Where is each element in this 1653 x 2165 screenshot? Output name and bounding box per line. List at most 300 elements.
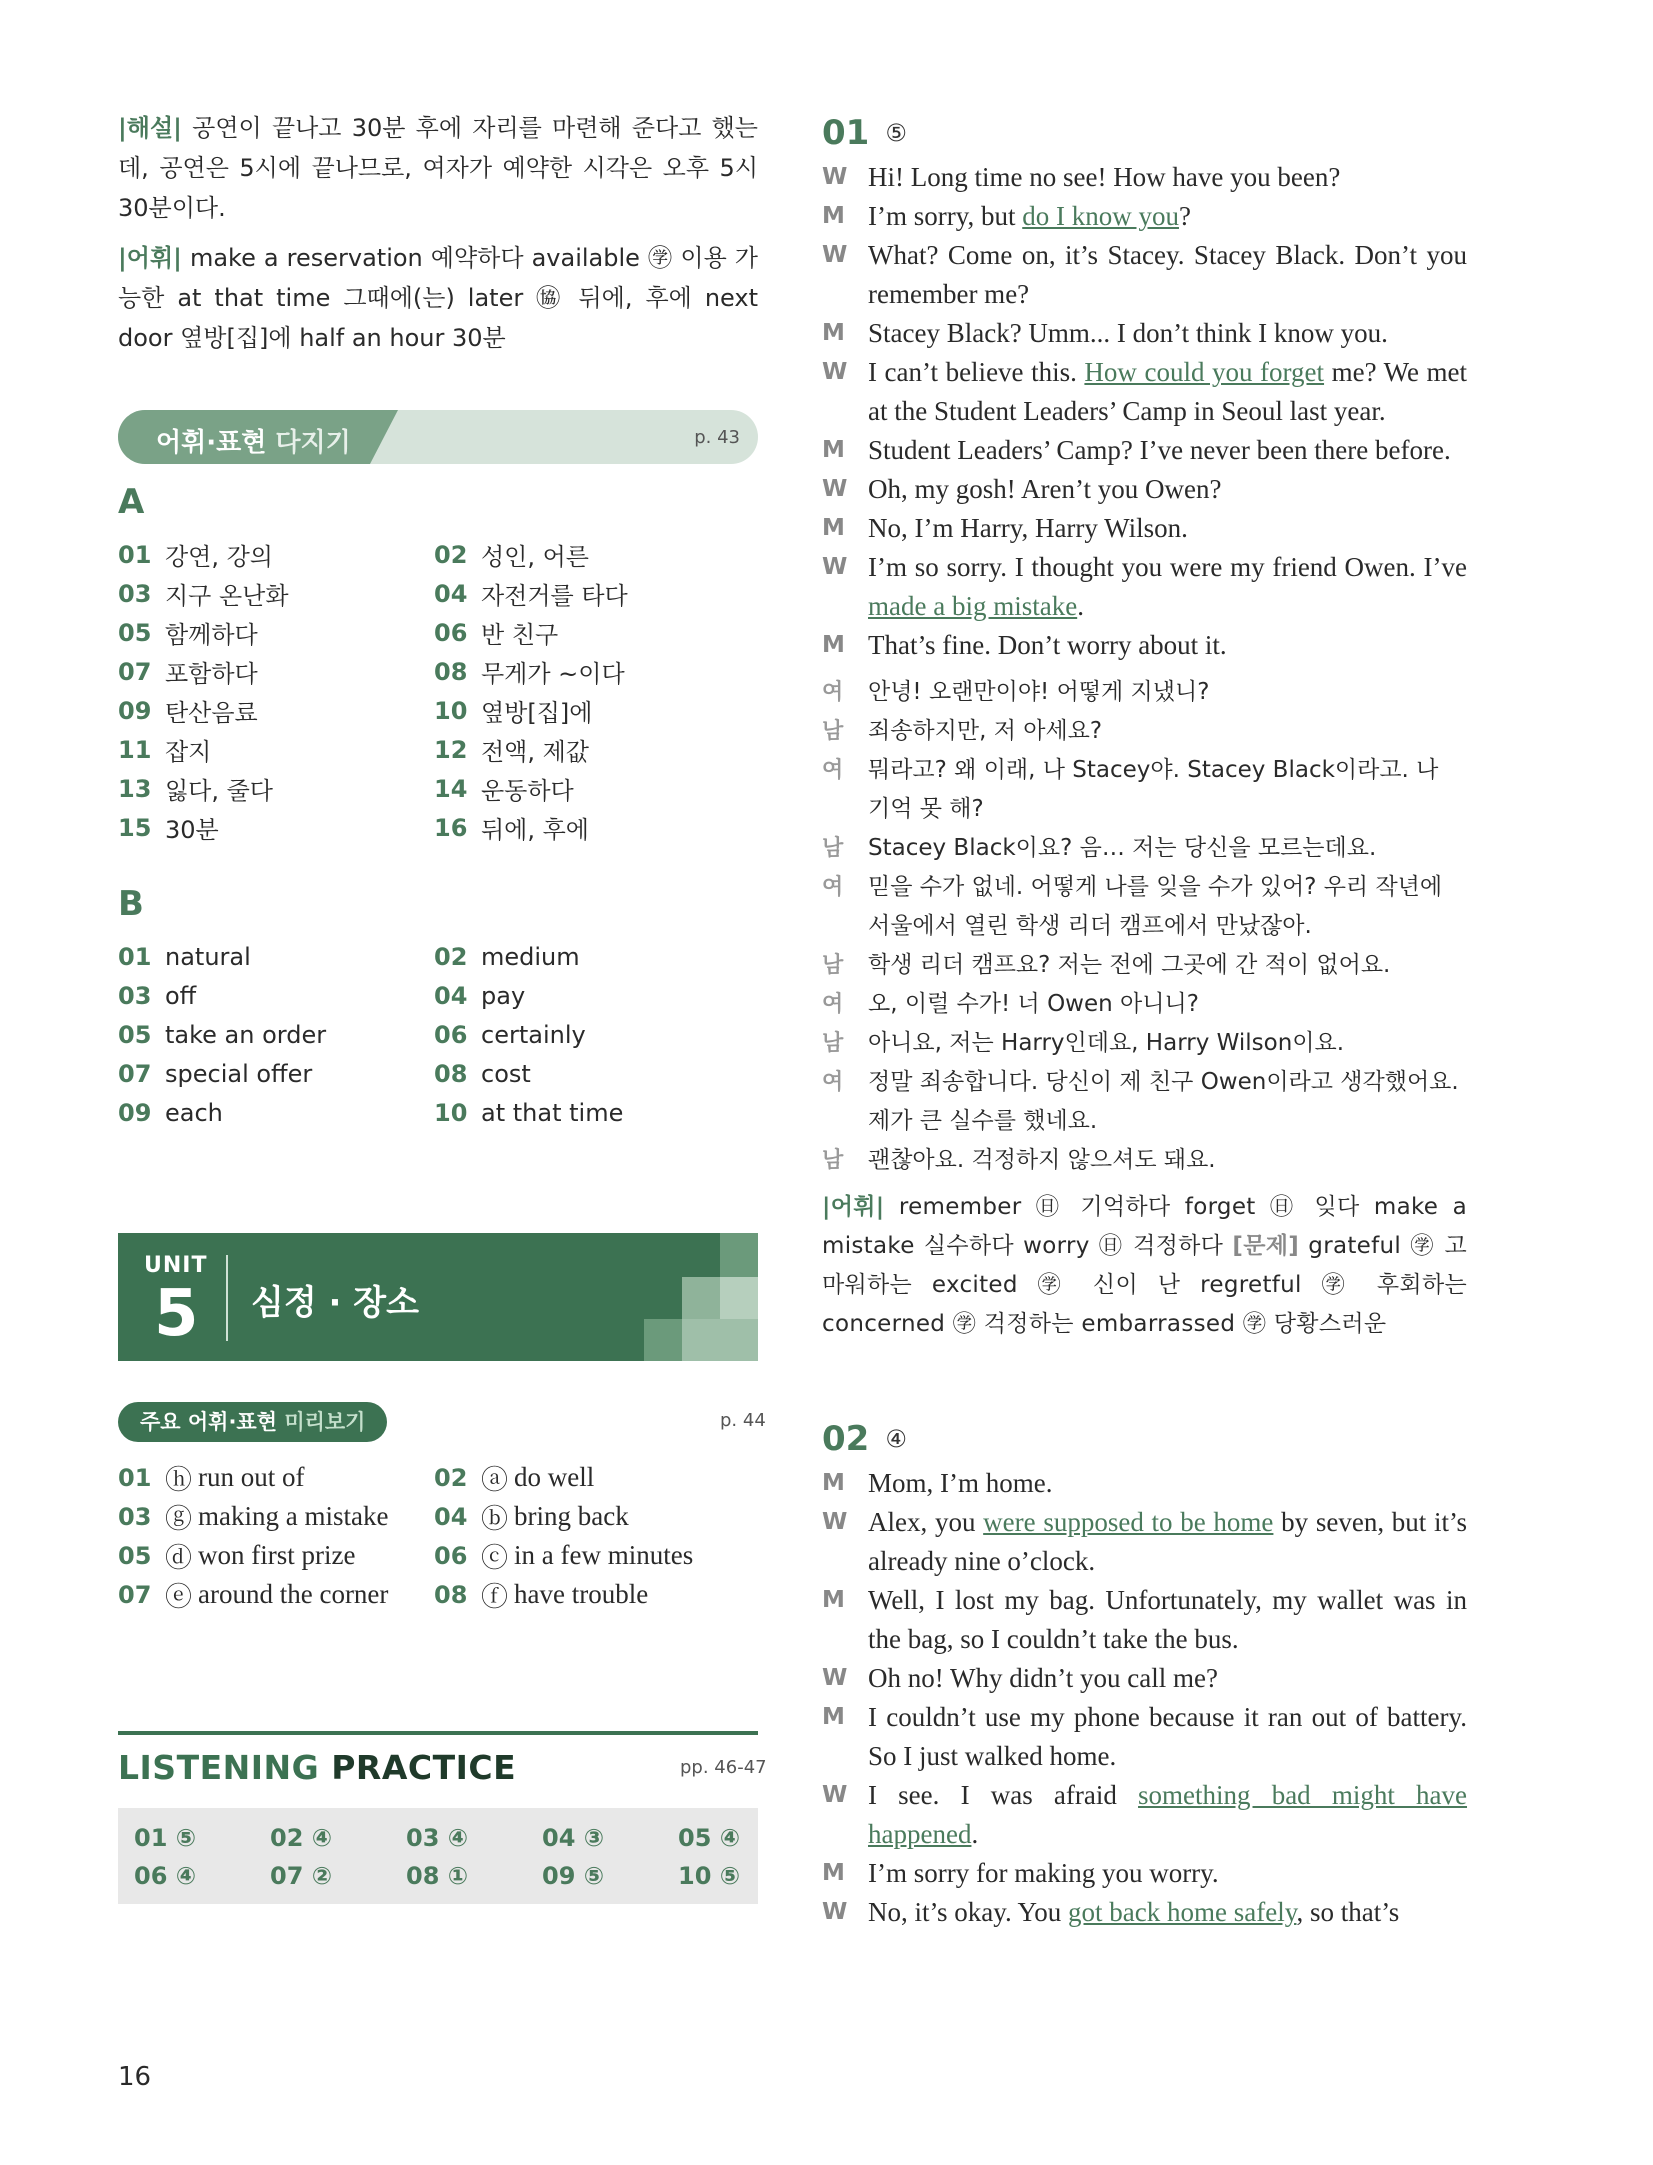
decor-square (720, 1277, 758, 1319)
text-run: Oh no! Why didn’t you call me? (868, 1663, 1218, 1693)
vocab-bracket: [문제] (1232, 1233, 1300, 1259)
dialogue-line (822, 626, 1467, 665)
item-number: 01 (118, 942, 152, 971)
grid-row (118, 1575, 758, 1614)
dialogue-line (822, 314, 1467, 353)
item-number: 10 (434, 1098, 468, 1127)
grid-row (118, 691, 758, 730)
item-number: 13 (118, 774, 152, 803)
item-number: 05 (118, 618, 152, 647)
item-number: 06 (434, 1541, 468, 1570)
grid-row (118, 535, 758, 574)
listening-title (118, 1748, 516, 1787)
answer-item: 07 ② (270, 1862, 333, 1890)
dialogue-line (822, 1893, 1467, 1932)
grid-item (118, 537, 434, 572)
item-text: cost (481, 1059, 531, 1088)
speaker-label: M (822, 1587, 845, 1613)
question-02-header (822, 1414, 1467, 1464)
underlined-phrase: do I know you (1022, 201, 1179, 231)
item-text: off (165, 981, 197, 1010)
explanation-label: |해설| (118, 114, 182, 142)
dialogue-text (868, 431, 1467, 470)
text-run: I see. I was afraid (868, 1780, 1139, 1810)
question-01-translation (822, 673, 1467, 1180)
preview-pill-b: 미리보기 (284, 1410, 366, 1434)
grid-item (434, 576, 750, 611)
speaker-label: 여 (822, 758, 844, 783)
question-number: 02 (822, 1419, 870, 1459)
translation-line (822, 868, 1467, 946)
text-run: No, it’s okay. You (868, 1897, 1069, 1927)
dialogue-line (822, 1776, 1467, 1854)
speaker-label: 여 (822, 875, 844, 900)
item-number: 05 (118, 1541, 152, 1570)
banner-title-a: 어휘·표현 (156, 428, 276, 458)
translation-line (822, 751, 1467, 829)
item-text: 강연, 강의 (165, 543, 273, 571)
question-02-dialogue (822, 1464, 1467, 1932)
answer-item: 04 ③ (542, 1824, 605, 1852)
grid-item (434, 1021, 750, 1049)
grid-item (434, 537, 750, 572)
underlined-phrase: got back home safely (1068, 1897, 1297, 1927)
item-text: in a few minutes (514, 1540, 694, 1570)
unit-title: 심정 · 장소 (251, 1283, 419, 1323)
preview-pill (118, 1402, 387, 1442)
item-number: 04 (434, 579, 468, 608)
item-number: 05 (118, 1020, 152, 1049)
item-text: medium (481, 942, 580, 971)
banner-title (156, 422, 351, 459)
dialogue-text (868, 1503, 1467, 1581)
grid-item (434, 693, 750, 728)
grid-item (118, 732, 434, 767)
speaker-label: W (822, 1899, 848, 1925)
speaker-label: 남 (822, 836, 844, 861)
grid-item (118, 1060, 434, 1088)
translation-line (822, 985, 1467, 1024)
preview-page: p. 44 (720, 1410, 766, 1431)
unit-banner (118, 1233, 758, 1361)
grid-row (118, 808, 758, 847)
vocab-review-banner (118, 410, 758, 464)
listening-answers (118, 1808, 758, 1904)
item-number: 02 (434, 1463, 468, 1492)
item-text: at that time (481, 1098, 624, 1127)
speaker-label: W (822, 554, 848, 580)
speaker-label: 남 (822, 1148, 844, 1173)
item-number: 16 (434, 813, 468, 842)
item-number: 09 (118, 1098, 152, 1127)
explanation-text: 공연이 끝나고 30분 후에 자리를 마련해 준다고 했는데, 공연은 5시에 끝나므로, 여자가 예약한 시각은 오후 5시 30분이다. (118, 114, 758, 222)
speaker-label: M (822, 1860, 845, 1886)
item-text: 지구 온난화 (165, 582, 289, 610)
answer-item: 06 ④ (134, 1862, 197, 1890)
item-text: 포함하다 (165, 660, 258, 688)
item-text: 잡지 (165, 738, 212, 766)
translation-line (822, 1024, 1467, 1063)
translation-line (822, 1063, 1467, 1141)
answer-item: 01 ⑤ (134, 1824, 197, 1852)
grid-row (118, 1093, 758, 1132)
speaker-label: W (822, 476, 848, 502)
grid-row (118, 574, 758, 613)
item-letter: ⓖ (165, 1504, 192, 1534)
translation-text: 아니요, 저는 Harry인데요, Harry Wilson이요. (868, 1030, 1345, 1056)
grid-item (118, 1099, 434, 1127)
item-text: run out of (198, 1462, 305, 1492)
dialogue-text (868, 548, 1467, 626)
grid-item (434, 810, 750, 845)
item-number: 08 (434, 657, 468, 686)
item-letter: ⓗ (165, 1465, 192, 1495)
item-text: each (165, 1098, 223, 1127)
speaker-label: 남 (822, 953, 844, 978)
speaker-label: M (822, 437, 845, 463)
explanation-paragraph (118, 108, 758, 228)
text-run: Well, I lost my bag. Unfortunately, my wallet was in the bag, so I couldn’t take the bus. (868, 1585, 1467, 1654)
item-number: 07 (118, 657, 152, 686)
question-01-vocab (822, 1188, 1467, 1344)
preview-grid (118, 1458, 758, 1614)
item-number: 01 (118, 1463, 152, 1492)
grid-row (118, 937, 758, 976)
answer-item: 03 ④ (406, 1824, 469, 1852)
speaker-label: M (822, 515, 845, 541)
item-text: do well (514, 1462, 595, 1492)
text-run: Stacey Black? Umm... I don’t think I know you. (868, 318, 1388, 348)
item-text: 성인, 어른 (481, 543, 589, 571)
text-run: Alex, you (868, 1507, 984, 1537)
item-letter: ⓐ (481, 1465, 508, 1495)
grid-row (118, 1536, 758, 1575)
grid-row (118, 1458, 758, 1497)
question-01-header (822, 108, 1467, 158)
text-run: . (971, 1819, 979, 1849)
listening-page: pp. 46-47 (680, 1757, 767, 1778)
grid-item (434, 1536, 750, 1575)
dialogue-line (822, 1698, 1467, 1776)
grid-row (118, 769, 758, 808)
item-number: 06 (434, 618, 468, 647)
item-letter: ⓓ (165, 1543, 192, 1573)
dialogue-text (868, 197, 1467, 236)
translation-text: 뭐라고? 왜 이래, 나 Stacey야. Stacey Black이라고. 나 기억 못 해? (868, 757, 1439, 822)
item-text: bring back (514, 1501, 629, 1531)
speaker-label: W (822, 1509, 848, 1535)
vocab-text-b: grateful ㊫ 고마워하는 excited ㊫ 신이 난 regretful ㊫ 후회하는 concerned ㊫ 걱정하는 embarrassed ㊫ 당황스러운 (822, 1233, 1467, 1337)
vocab-label: |어휘| (822, 1194, 885, 1220)
item-letter: ⓕ (481, 1582, 508, 1612)
item-text: pay (481, 981, 526, 1010)
item-text: 탄산음료 (165, 699, 258, 727)
item-number: 08 (434, 1059, 468, 1088)
item-number: 02 (434, 540, 468, 569)
underlined-phrase: How could you forget (1084, 357, 1325, 387)
grid-row (118, 1054, 758, 1093)
item-text: 반 친구 (481, 621, 559, 649)
speaker-label: M (822, 203, 845, 229)
translation-text: Stacey Black이요? 음… 저는 당신을 모르는데요. (868, 835, 1377, 861)
translation-line (822, 673, 1467, 712)
vocab-text: make a reservation 예약하다 available ㊫ 이용 가능한 at that time 그때에(는) later ㊯ 뒤에, 후에 next door 옆방[집]에 half an hour 30분 (118, 244, 758, 352)
grid-item (434, 654, 750, 689)
speaker-label: 남 (822, 1031, 844, 1056)
speaker-label: W (822, 359, 848, 385)
item-text: 옆방[집]에 (481, 699, 593, 727)
item-text: 자전거를 타다 (481, 582, 628, 610)
decor-square (644, 1319, 682, 1361)
grid-item (434, 982, 750, 1010)
listening-title-a: LISTENING (118, 1748, 332, 1787)
section-a-letter: A (118, 482, 145, 522)
dialogue-line (822, 158, 1467, 197)
text-run: I can’t believe this. (868, 357, 1085, 387)
item-number: 04 (434, 981, 468, 1010)
grid-item (434, 1458, 750, 1497)
item-text: 무게가 ~이다 (481, 660, 625, 688)
item-number: 01 (118, 540, 152, 569)
grid-row (118, 652, 758, 691)
vocab-text-a: remember ㊐ 기억하다 forget ㊐ 잊다 make a mistake 실수하다 worry ㊐ 걱정하다 (822, 1194, 1467, 1259)
dialogue-line (822, 1581, 1467, 1659)
text-run: I’m sorry, but (868, 201, 1023, 231)
speaker-label: M (822, 1704, 845, 1730)
text-run: by seven, but it’s already nine o’clock. (868, 1507, 1467, 1576)
translation-text: 정말 죄송합니다. 당신이 제 친구 Owen이라고 생각했어요. 제가 큰 실수를 했네요. (868, 1069, 1459, 1134)
speaker-label: W (822, 1782, 848, 1808)
right-column (822, 108, 1467, 1932)
listening-title-b: PRACTICE (331, 1748, 517, 1787)
item-number: 02 (434, 942, 468, 971)
grid-row (118, 976, 758, 1015)
grid-row (118, 613, 758, 652)
item-number: 03 (118, 981, 152, 1010)
item-text: around the corner (198, 1579, 389, 1609)
item-number: 07 (118, 1059, 152, 1088)
dialogue-text (868, 1776, 1467, 1854)
grid-item (118, 1536, 434, 1575)
dialogue-line (822, 1464, 1467, 1503)
listening-rule (118, 1731, 758, 1735)
dialogue-text (868, 1464, 1467, 1503)
dialogue-text (868, 236, 1467, 314)
item-number: 10 (434, 696, 468, 725)
text-run: , so that’s (1296, 1897, 1400, 1927)
translation-text: 안녕! 오랜만이야! 어떻게 지냈니? (868, 679, 1210, 705)
item-text: 전액, 제값 (481, 738, 589, 766)
item-text: 함께하다 (165, 621, 258, 649)
dialogue-text (868, 1581, 1467, 1659)
grid-item (118, 1497, 434, 1536)
translation-text: 믿을 수가 없네. 어떻게 나를 잊을 수가 있어? 우리 작년에 서울에서 열린 학생 리더 캠프에서 만났잖아. (868, 874, 1443, 939)
section-a-grid (118, 535, 758, 847)
speaker-label: M (822, 320, 845, 346)
item-number: 03 (118, 1502, 152, 1531)
speaker-label: 여 (822, 680, 844, 705)
question-answer: ④ (885, 1425, 907, 1453)
grid-item (434, 615, 750, 650)
text-run: ? (1178, 201, 1191, 231)
dialogue-line (822, 470, 1467, 509)
grid-row (118, 1015, 758, 1054)
grid-row (118, 730, 758, 769)
item-text: take an order (165, 1020, 327, 1049)
banner-title-b: 다지기 (275, 428, 351, 458)
question-answer: ⑤ (885, 119, 907, 147)
answer-item: 09 ⑤ (542, 1862, 605, 1890)
grid-item (434, 1060, 750, 1088)
grid-item (434, 1497, 750, 1536)
item-number: 04 (434, 1502, 468, 1531)
page-number: 16 (118, 2062, 152, 2092)
speaker-label: 남 (822, 719, 844, 744)
item-text: special offer (165, 1059, 313, 1088)
speaker-label: 여 (822, 992, 844, 1017)
grid-item (118, 654, 434, 689)
text-run: That’s fine. Don’t worry about it. (868, 630, 1227, 660)
dialogue-line (822, 509, 1467, 548)
item-letter: ⓔ (165, 1582, 192, 1612)
grid-item (434, 1575, 750, 1614)
dialogue-line (822, 236, 1467, 314)
text-run: Student Leaders’ Camp? I’ve never been there before. (868, 435, 1451, 465)
vocab-label: |어휘| (118, 244, 182, 272)
item-number: 03 (118, 579, 152, 608)
item-text: certainly (481, 1020, 586, 1049)
grid-item (118, 1458, 434, 1497)
translation-line (822, 1141, 1467, 1180)
grid-item (118, 576, 434, 611)
unit-number: 5 (154, 1277, 199, 1351)
decor-square (720, 1233, 758, 1277)
dialogue-text (868, 626, 1467, 665)
grid-item (118, 771, 434, 806)
item-number: 14 (434, 774, 468, 803)
grid-item (434, 943, 750, 971)
speaker-label: M (822, 632, 845, 658)
speaker-label: W (822, 164, 848, 190)
text-run: I’m sorry for making you worry. (868, 1858, 1219, 1888)
text-run: I couldn’t use my phone because it ran out of battery. So I just walked home. (868, 1702, 1467, 1771)
dialogue-line (822, 1503, 1467, 1581)
item-text: 30분 (165, 816, 219, 844)
dialogue-line (822, 1659, 1467, 1698)
grid-item (434, 732, 750, 767)
translation-text: 오, 이럴 수가! 너 Owen 아니니? (868, 991, 1199, 1017)
vocab-paragraph (118, 238, 758, 358)
section-b-letter: B (118, 884, 144, 924)
item-text: natural (165, 942, 251, 971)
section-b-grid (118, 937, 758, 1132)
banner-page: p. 43 (694, 427, 740, 448)
text-run: Oh, my gosh! Aren’t you Owen? (868, 474, 1222, 504)
item-text: 잃다, 줄다 (165, 777, 273, 805)
dialogue-line (822, 431, 1467, 470)
item-text: won first prize (198, 1540, 356, 1570)
text-run: What? Come on, it’s Stacey. Stacey Black. Don’t you remember me? (868, 240, 1467, 309)
speaker-label: M (822, 1470, 845, 1496)
dialogue-text (868, 470, 1467, 509)
text-run: me? We met at the Student Leaders’ Camp in Seoul last year. (868, 357, 1467, 426)
dialogue-text (868, 353, 1467, 431)
translation-text: 죄송하지만, 저 아세요? (868, 718, 1103, 744)
item-text: 운동하다 (481, 777, 574, 805)
text-run: . (1077, 591, 1084, 621)
dialogue-line (822, 1854, 1467, 1893)
text-run: I’m so sorry. I thought you were my friend Owen. I’ve (868, 552, 1467, 582)
translation-line (822, 829, 1467, 868)
dialogue-text (868, 1698, 1467, 1776)
answer-item: 08 ① (406, 1862, 469, 1890)
unit-divider (226, 1255, 228, 1341)
grid-item (434, 771, 750, 806)
item-text: have trouble (514, 1579, 649, 1609)
question-01-dialogue (822, 158, 1467, 665)
dialogue-text (868, 1893, 1467, 1932)
left-column (118, 108, 758, 358)
dialogue-text (868, 314, 1467, 353)
dialogue-text (868, 1659, 1467, 1698)
dialogue-line (822, 197, 1467, 236)
grid-item (118, 1021, 434, 1049)
item-number: 08 (434, 1580, 468, 1609)
item-text: 뒤에, 후에 (481, 816, 589, 844)
answer-item: 02 ④ (270, 1824, 333, 1852)
grid-row (118, 1497, 758, 1536)
underlined-phrase: something bad might have happened (868, 1780, 1468, 1849)
dialogue-line (822, 353, 1467, 431)
speaker-label: 여 (822, 1070, 844, 1095)
translation-text: 괜찮아요. 걱정하지 않으셔도 돼요. (868, 1147, 1216, 1173)
grid-item (118, 693, 434, 728)
grid-item (118, 982, 434, 1010)
speaker-label: W (822, 242, 848, 268)
item-number: 06 (434, 1020, 468, 1049)
text-run: Hi! Long time no see! How have you been? (868, 162, 1341, 192)
item-letter: ⓑ (481, 1504, 508, 1534)
decor-square (682, 1319, 758, 1361)
grid-item (118, 810, 434, 845)
speaker-label: W (822, 1665, 848, 1691)
answer-item: 05 ④ (678, 1824, 741, 1852)
dialogue-line (822, 548, 1467, 626)
item-number: 11 (118, 735, 152, 764)
underlined-phrase: were supposed to be home (983, 1507, 1274, 1537)
item-number: 12 (434, 735, 468, 764)
item-letter: ⓒ (481, 1543, 508, 1573)
item-number: 15 (118, 813, 152, 842)
question-number: 01 (822, 113, 870, 153)
translation-line (822, 946, 1467, 985)
unit-label: UNIT (144, 1253, 208, 1278)
underlined-phrase: made a big mistake (868, 591, 1078, 621)
answer-item: 10 ⑤ (678, 1862, 741, 1890)
grid-item (434, 1099, 750, 1127)
text-run: Mom, I’m home. (868, 1468, 1053, 1498)
grid-item (118, 943, 434, 971)
grid-item (118, 1575, 434, 1614)
dialogue-text (868, 158, 1467, 197)
preview-pill-a: 주요 어휘·표현 (140, 1410, 285, 1434)
item-number: 09 (118, 696, 152, 725)
dialogue-text (868, 509, 1467, 548)
item-number: 07 (118, 1580, 152, 1609)
dialogue-text (868, 1854, 1467, 1893)
grid-item (118, 615, 434, 650)
translation-line (822, 712, 1467, 751)
